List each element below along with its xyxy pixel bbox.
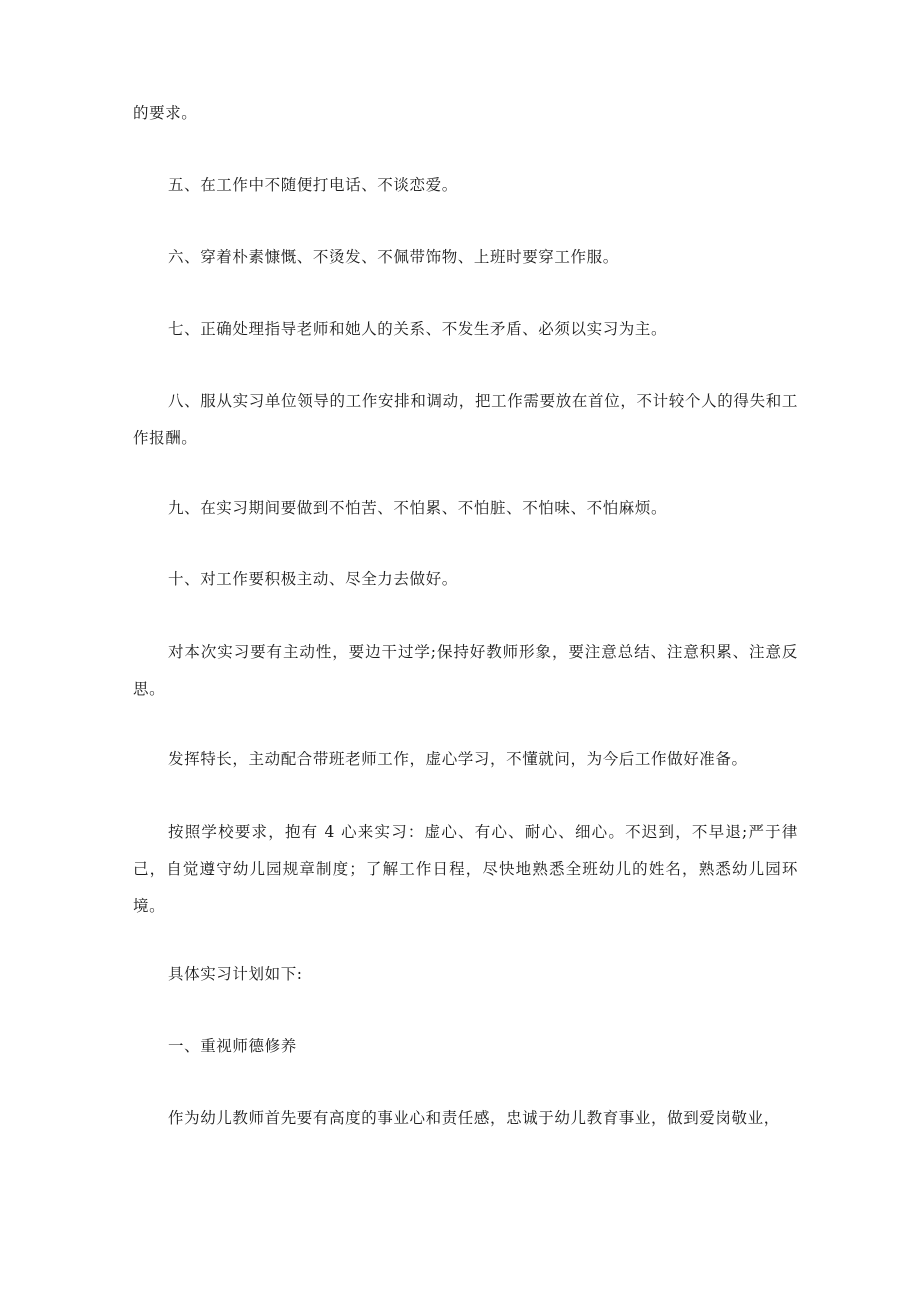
paragraph-item-9: 九、在实习期间要做到不怕苦、不怕累、不怕脏、不怕味、不怕麻烦。 xyxy=(168,499,668,517)
paragraph-item-6: 六、穿着朴素慷慨、不烫发、不佩带饰物、上班时要穿工作服。 xyxy=(168,248,619,266)
paragraph-initiative: 对本次实习要有主动性，要边干过学;保持好教师形象，要注意总结、注意积累、注意反思。 xyxy=(133,643,798,698)
paragraph-item-5: 五、在工作中不随便打电话、不谈恋爱。 xyxy=(168,176,458,194)
paragraph-strengths: 发挥特长，主动配合带班老师工作，虚心学习，不懂就问，为今后工作做好准备。 xyxy=(168,750,748,768)
paragraph-plan-intro: 具体实习计划如下: xyxy=(168,965,303,983)
paragraph-item-8: 八、服从实习单位领导的工作安排和调动，把工作需要放在首位，不计较个人的得失和工作报酬。 xyxy=(133,392,798,447)
paragraph-item-10: 十、对工作要积极主动、尽全力去做好。 xyxy=(168,570,458,588)
section-heading-ethics: 一、重视师德修养 xyxy=(168,1037,297,1055)
paragraph-continuation: 的要求。 xyxy=(133,104,198,122)
paragraph-ethics-body: 作为幼儿教师首先要有高度的事业心和责任感，忠诚于幼儿教育事业，做到爱岗敬业， xyxy=(168,1109,780,1127)
paragraph-school-requirements: 按照学校要求，抱有 4 心来实习：虚心、有心、耐心、细心。不迟到，不早退;严于律己，自觉遵守幼儿园规章制度；了解工作日程，尽快地熟悉全班幼儿的姓名，熟悉幼儿园环境。 xyxy=(133,823,798,915)
paragraph-item-7: 七、正确处理指导老师和她人的关系、不发生矛盾、必须以实习为主。 xyxy=(168,320,668,338)
